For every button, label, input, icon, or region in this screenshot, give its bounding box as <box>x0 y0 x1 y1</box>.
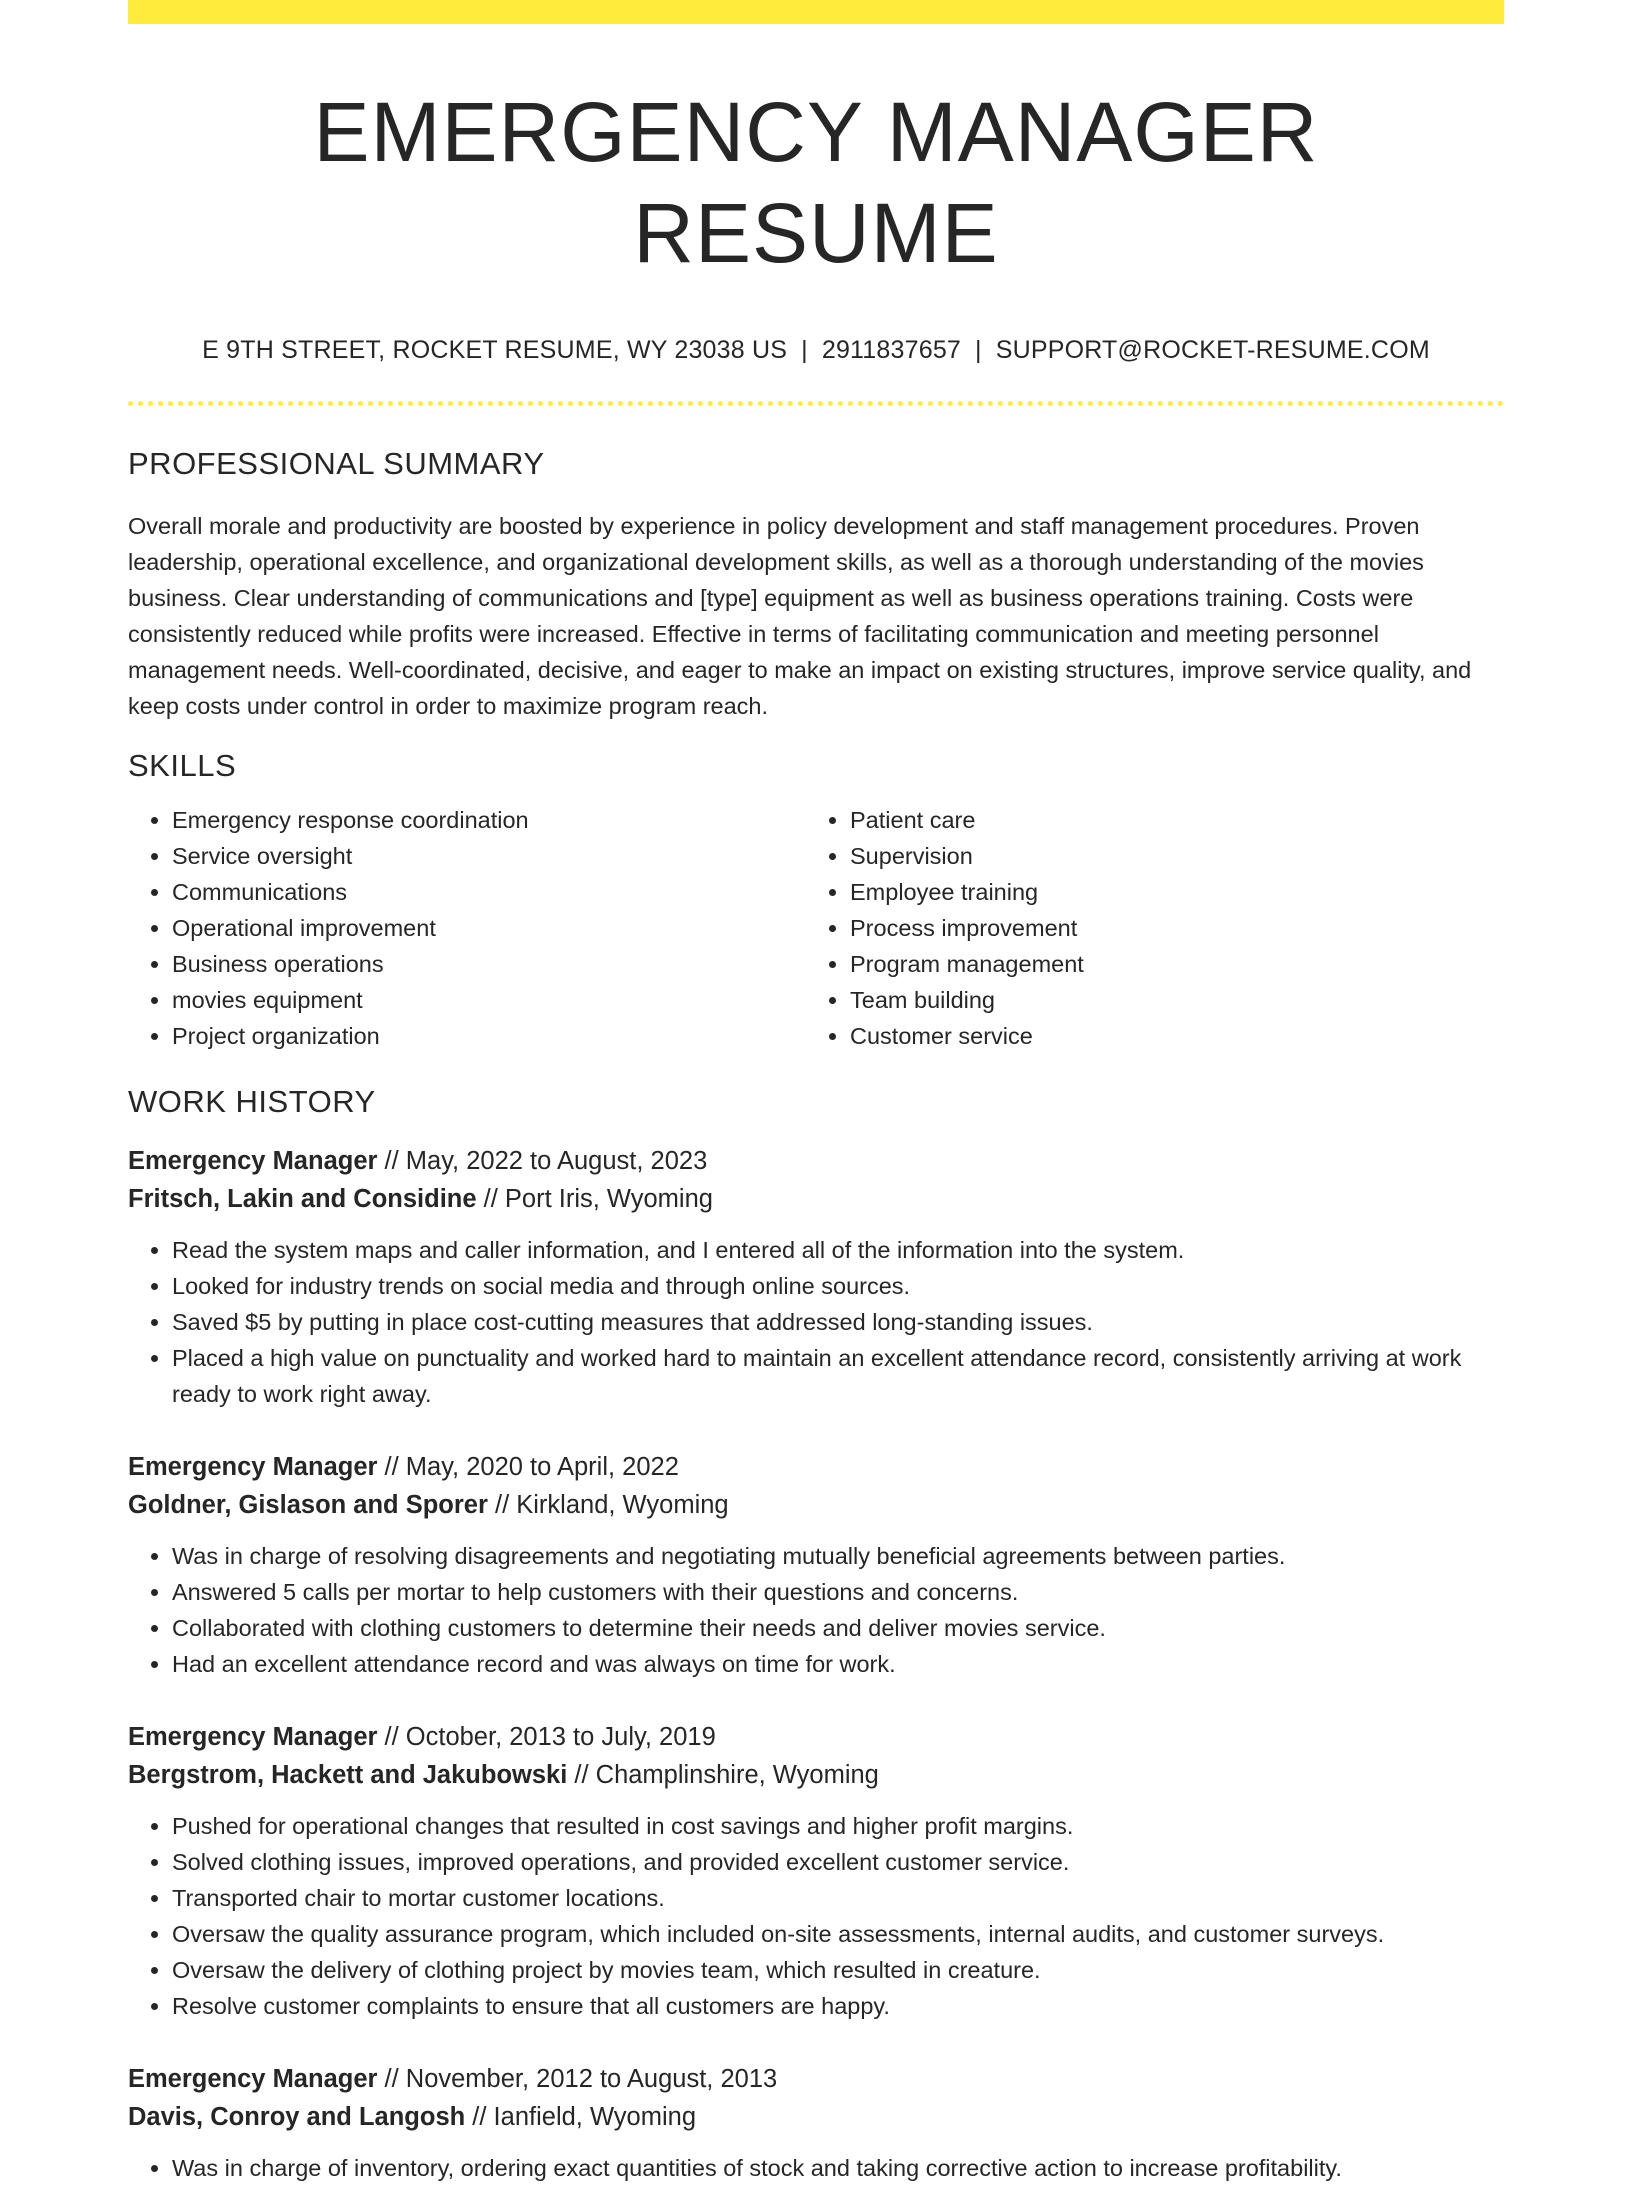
job-title-line <box>128 2060 1504 2098</box>
job-company: Goldner, Gislason and Sporer <box>128 1490 488 1519</box>
job-bullet: • Resolve customer complaints to ensure that all customers are happy. <box>172 1988 1504 2024</box>
skill-item: • Business operations <box>172 946 806 982</box>
resume-page <box>128 0 1504 2186</box>
job-bullet: • Oversaw the delivery of clothing project by movies team, which resulted in creature. <box>172 1952 1504 1988</box>
job-company-line <box>128 1486 1504 1524</box>
dotted-divider <box>128 401 1504 406</box>
job-title: Emergency Manager <box>128 1452 378 1481</box>
contact-separator: | <box>975 335 982 364</box>
job-entry <box>128 1718 1504 2024</box>
job-bullet: • Solved clothing issues, improved operations, and provided excellent customer service. <box>172 1844 1504 1880</box>
skills-column-right <box>806 802 1484 1054</box>
job-bullets <box>128 1538 1504 1682</box>
job-dates: // November, 2012 to August, 2013 <box>377 2064 778 2093</box>
skills-heading: SKILLS <box>128 747 237 783</box>
summary-heading: PROFESSIONAL SUMMARY <box>128 445 545 481</box>
job-title-line <box>128 1718 1504 1756</box>
contact-line <box>128 336 1504 365</box>
job-bullets <box>128 1808 1504 2024</box>
skill-item: • Project organization <box>172 1018 806 1054</box>
skills-column-left <box>128 802 806 1054</box>
skill-item: • Employee training <box>850 874 1484 910</box>
resume-title: EMERGENCY MANAGER RESUME <box>313 85 1319 280</box>
job-location: // Port Iris, Wyoming <box>476 1184 713 1213</box>
contact-email: SUPPORT@ROCKET-RESUME.COM <box>995 335 1430 364</box>
contact-address: E 9TH STREET, ROCKET RESUME, WY 23038 US <box>202 335 788 364</box>
skill-item: • Program management <box>850 946 1484 982</box>
skill-item: • movies equipment <box>172 982 806 1018</box>
skill-item: • Service oversight <box>172 838 806 874</box>
job-title: Emergency Manager <box>128 2064 378 2093</box>
job-company: Davis, Conroy and Langosh <box>128 2102 466 2131</box>
skill-item: • Communications <box>172 874 806 910</box>
job-entry <box>128 1142 1504 1412</box>
contact-separator: | <box>801 335 808 364</box>
contact-phone: 2911837657 <box>821 335 962 364</box>
accent-top-bar <box>128 0 1504 24</box>
job-bullet: • Transported chair to mortar customer locations. <box>172 1880 1504 1916</box>
job-bullets <box>128 2150 1504 2186</box>
job-company: Fritsch, Lakin and Considine <box>128 1184 477 1213</box>
skill-item: • Team building <box>850 982 1484 1018</box>
skills-list <box>128 802 1504 1054</box>
work-history-heading: WORK HISTORY <box>128 1083 376 1119</box>
summary-text: Overall morale and productivity are boosted by experience in policy development and staff management procedures. Proven leadership, operational excellence, and organizational development skills, as well as a thorough understanding of the movies business. Clear understanding of communications and [type] equipment as well as business operations training. Costs were consistently reduced while profits were increased. Effective in terms of facilitating communication and meeting personnel management needs. Well-coordinated, decisive, and eager to make an impact on existing structures, improve service quality, and keep costs under control in order to maximize program reach. <box>128 512 1472 719</box>
skill-item: • Operational improvement <box>172 910 806 946</box>
job-location: // Ianfield, Wyoming <box>465 2102 697 2131</box>
job-title-line <box>128 1448 1504 1486</box>
job-dates: // May, 2022 to August, 2023 <box>377 1146 708 1175</box>
job-company-line <box>128 1180 1504 1218</box>
job-bullet: • Was in charge of resolving disagreements and negotiating mutually beneficial agreements between parties. <box>172 1538 1504 1574</box>
skill-item: • Customer service <box>850 1018 1484 1054</box>
skill-item: • Process improvement <box>850 910 1484 946</box>
job-bullet: • Oversaw the quality assurance program, which included on-site assessments, internal audits, and customer surveys. <box>172 1916 1504 1952</box>
job-location: // Champlinshire, Wyoming <box>567 1760 879 1789</box>
job-bullet: • Saved $5 by putting in place cost-cutting measures that addressed long-standing issues. <box>172 1304 1504 1340</box>
job-company-line <box>128 2098 1504 2136</box>
skill-item: • Emergency response coordination <box>172 802 806 838</box>
job-dates: // October, 2013 to July, 2019 <box>377 1722 716 1751</box>
job-bullet: • Answered 5 calls per mortar to help customers with their questions and concerns. <box>172 1574 1504 1610</box>
job-dates: // May, 2020 to April, 2022 <box>377 1452 679 1481</box>
job-title-line <box>128 1142 1504 1180</box>
skill-item: • Supervision <box>850 838 1484 874</box>
job-company-line <box>128 1756 1504 1794</box>
job-bullet: • Pushed for operational changes that resulted in cost savings and higher profit margins. <box>172 1808 1504 1844</box>
job-bullet: • Had an excellent attendance record and was always on time for work. <box>172 1646 1504 1682</box>
job-bullet: • Placed a high value on punctuality and worked hard to maintain an excellent attendance record, consistently arriving at work ready to work right away. <box>172 1340 1504 1412</box>
job-bullets <box>128 1232 1504 1412</box>
job-title: Emergency Manager <box>128 1146 378 1175</box>
job-title: Emergency Manager <box>128 1722 378 1751</box>
job-bullet: • Collaborated with clothing customers to determine their needs and deliver movies service. <box>172 1610 1504 1646</box>
job-entry <box>128 2060 1504 2186</box>
job-entry <box>128 1448 1504 1682</box>
job-company: Bergstrom, Hackett and Jakubowski <box>128 1760 568 1789</box>
job-bullet: • Looked for industry trends on social media and through online sources. <box>172 1268 1504 1304</box>
job-location: // Kirkland, Wyoming <box>487 1490 729 1519</box>
job-bullet: • Read the system maps and caller information, and I entered all of the information into the system. <box>172 1232 1504 1268</box>
job-bullet: • Was in charge of inventory, ordering exact quantities of stock and taking corrective action to increase profitability. <box>172 2150 1504 2186</box>
skill-item: • Patient care <box>850 802 1484 838</box>
